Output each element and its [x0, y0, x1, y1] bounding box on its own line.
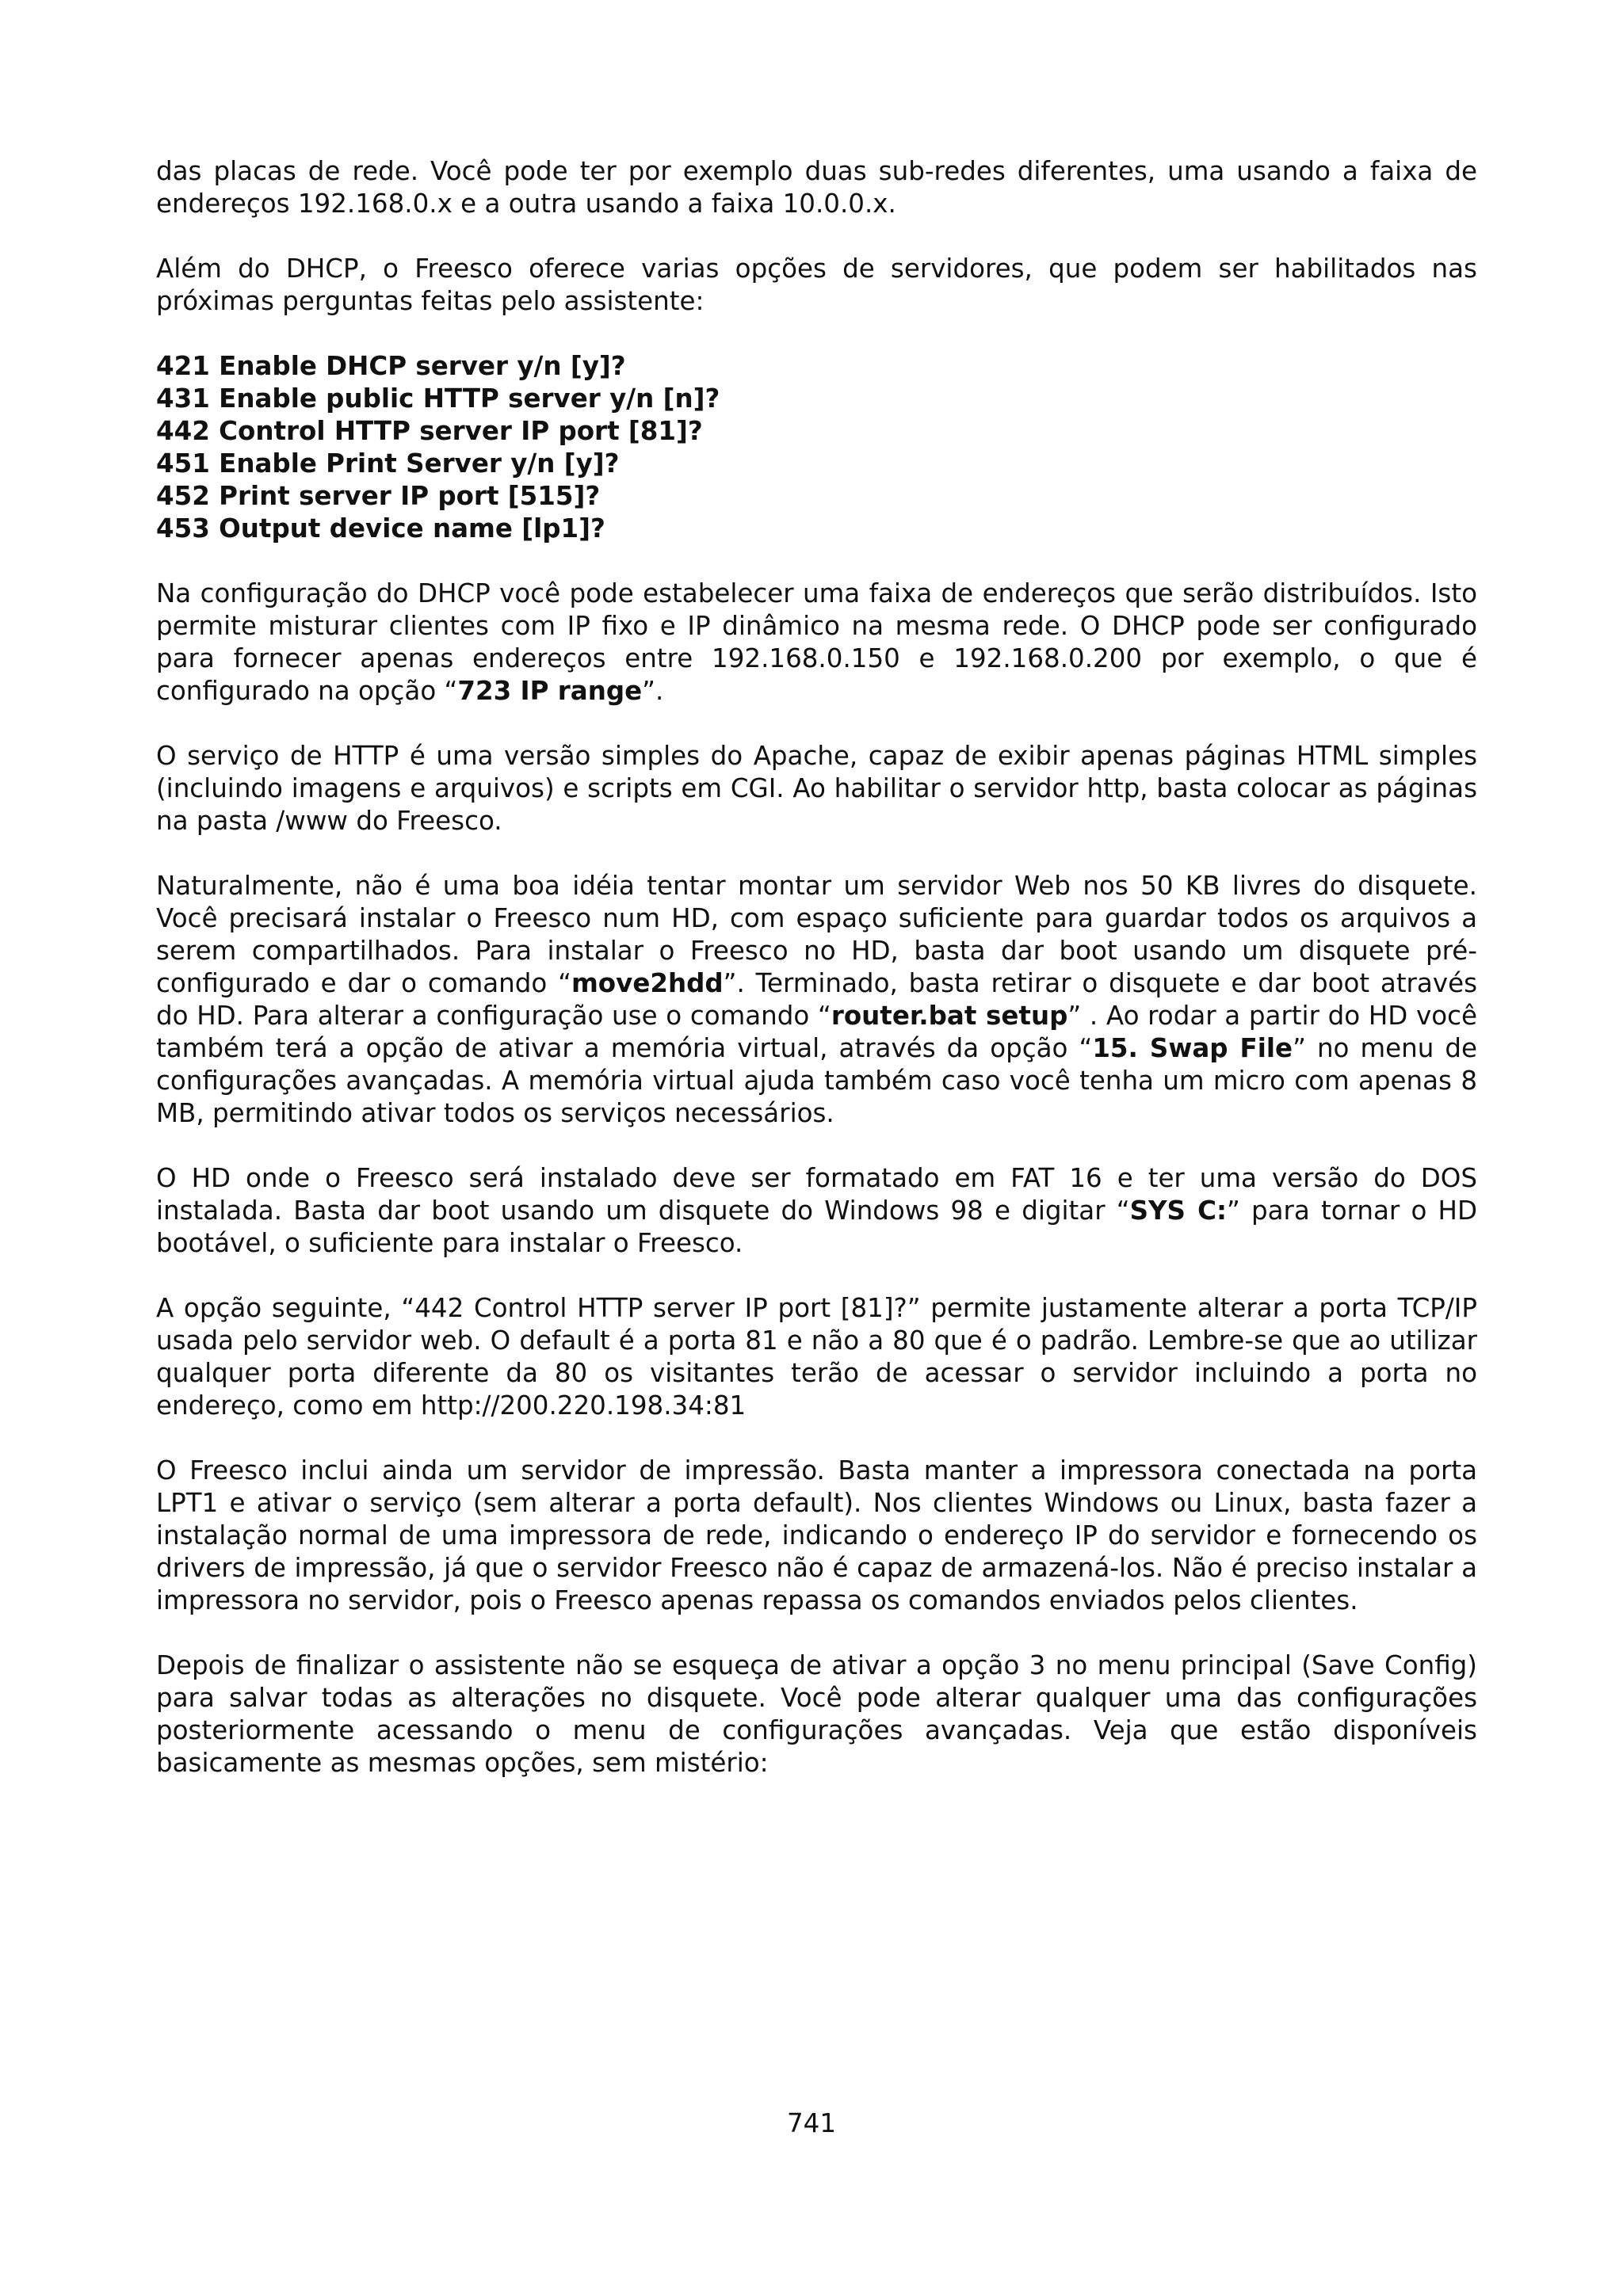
paragraph-save-config: Depois de finalizar o assistente não se esqueça de ativar a opção 3 no menu principal (Save Config) para salvar todas as alterações no disquete. Você pode alterar qualquer uma das configurações posteriormente acessando o menu de configurações avançadas. Veja que estão disponíveis basicamente as mesmas opções, sem mistério: [156, 1650, 1477, 1778]
wizard-options-list [156, 350, 1477, 545]
move2hdd-command: move2hdd [571, 968, 724, 998]
hd-text-c: ” . Ao rodar a partir do HD você também terá a opção de ativar a memória virtual, através da opção “ [156, 1001, 1477, 1063]
dhcp-text-end: ”. [642, 676, 664, 706]
router-setup-command: router.bat setup [831, 1001, 1068, 1031]
option-output-device: 453 Output device name [lp1]? [156, 513, 605, 543]
paragraph-network-ranges: das placas de rede. Você pode ter por exemplo duas sub-redes diferentes, uma usando a faixa de endereços 192.168.0.x e a outra usando a faixa 10.0.0.x. [156, 156, 1477, 219]
format-text-b: ” para tornar o HD bootável, o suficiente para instalar o Freesco. [156, 1196, 1478, 1258]
paragraph-server-options-intro: Além do DHCP, o Freesco oferece varias opções de servidores, que podem ser habilitados nas próximas perguntas feitas pelo assistente: [156, 254, 1477, 316]
option-enable-http: 431 Enable public HTTP server y/n [n]? [156, 383, 720, 414]
option-enable-dhcp: 421 Enable DHCP server y/n [y]? [156, 351, 626, 381]
paragraph-print-server: O Freesco inclui ainda um servidor de impressão. Basta manter a impressora conectada na porta LPT1 e ativar o serviço (sem alterar a porta default). Nos clientes Windows ou Linux, basta fazer a instalação normal de uma impressora de rede, indicando o endereço IP do servidor e fornecendo os drivers de impressão, já que o servidor Freesco não é capaz de armazená-los. Não é preciso instalar a impressora no servidor, pois o Freesco apenas repassa os comandos enviados pelos clientes. [156, 1455, 1477, 1615]
hd-text-a: Naturalmente, não é uma boa idéia tentar montar um servidor Web nos 50 KB livres do disquete. Você precisará instalar o Freesco num HD, com espaço suficiente para guardar todos os arquivos a serem compartilhados. Para instalar o Freesco no HD, basta dar boot usando um disquete pré-configurado e dar o comando “ [156, 871, 1477, 998]
option-http-port: 442 Control HTTP server IP port [81]? [156, 416, 703, 446]
ip-range-option: 723 IP range [457, 676, 643, 706]
dhcp-text: Na configuração do DHCP você pode estabelecer uma faixa de endereços que serão distribuídos. Isto permite misturar clientes com IP fixo e IP dinâmico na mesma rede. O DHCP pode ser configurado para fornecer apenas endereços entre 192.168.0.150 e 192.168.0.200 por exemplo, o que é configurado na opção “ [156, 578, 1477, 706]
swap-file-option: 15. Swap File [1092, 1033, 1293, 1063]
format-text-a: O HD onde o Freesco será instalado deve ser formatado em FAT 16 e ter uma versão do DOS instalada. Basta dar boot usando um disquete do Windows 98 e digitar “ [156, 1163, 1477, 1226]
page-number: 741 [786, 2108, 837, 2138]
hd-text-d: ” no menu de configurações avançadas. A memória virtual ajuda também caso você tenha um micro com apenas 8 MB, permitindo ativar todos os serviços necessários. [156, 1033, 1477, 1128]
paragraph-http-service: O serviço de HTTP é uma versão simples do Apache, capaz de exibir apenas páginas HTML simples (incluindo imagens e arquivos) e scripts em CGI. Ao habilitar o servidor http, basta colocar as páginas na pasta /www do Freesco. [156, 741, 1477, 836]
hd-text-b: ”. Terminado, basta retirar o disquete e dar boot através do HD. Para alterar a configuração use o comando “ [156, 968, 1477, 1031]
paragraph-hd-install [156, 870, 1477, 1130]
option-enable-print-server: 451 Enable Print Server y/n [y]? [156, 448, 620, 479]
paragraph-dhcp-config [156, 578, 1477, 707]
paragraph-hd-format [156, 1162, 1477, 1260]
paragraph-http-port: A opção seguinte, “442 Control HTTP server IP port [81]?” permite justamente alterar a porta TCP/IP usada pelo servidor web. O default é a porta 81 e não a 80 que é o padrão. Lembre-se que ao utilizar qualquer porta diferente da 80 os visitantes terão de acessar o servidor incluindo a porta no endereço, como em http://200.220.198.34:81 [156, 1293, 1477, 1421]
sys-c-command: SYS C: [1129, 1196, 1227, 1226]
option-print-port: 452 Print server IP port [515]? [156, 481, 601, 511]
document-page [156, 155, 1477, 1812]
